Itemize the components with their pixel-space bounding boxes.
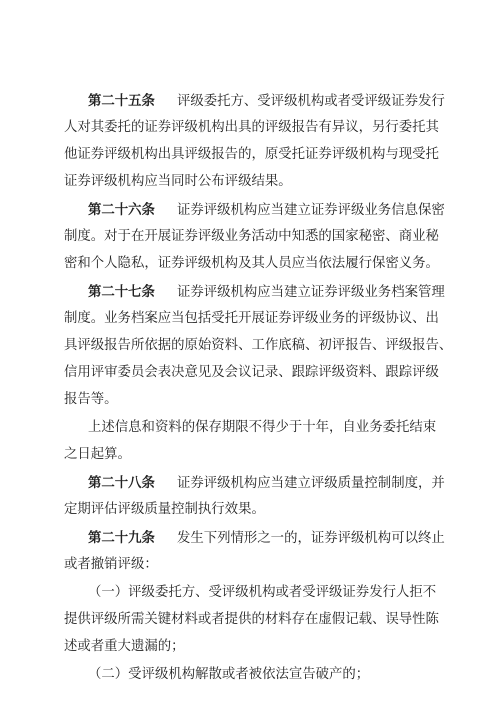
list-item-1-line-3: 述或者重大遗漏的；	[64, 639, 185, 654]
article-26-heading: 第二十六条	[88, 202, 155, 218]
article-25-line-1	[88, 93, 445, 109]
article-29-heading: 第二十九条	[88, 530, 155, 546]
article-29-line-1	[88, 530, 445, 546]
article-29-line-2: 或者撤销评级：	[64, 557, 158, 572]
retention-line-2: 之日起算。	[64, 447, 131, 462]
article-27-line-1	[88, 284, 445, 300]
list-item-1-line-1: （一）评级委托方、受评级机构或者受评级证券发行人拒不	[88, 585, 437, 600]
retention-line-1: 上述信息和资料的保存期限不得少于十年，自业务委托结束	[88, 420, 437, 435]
article-28-text: 证券评级机构应当建立评级质量控制制度，并	[176, 476, 445, 491]
article-25-line-2: 人对其委托的证券评级机构出具的评级报告有异议，另行委托其	[64, 120, 439, 135]
article-25-text: 评级委托方、受评级机构或者受评级证券发行	[176, 94, 445, 109]
article-25-heading: 第二十五条	[88, 93, 155, 109]
article-27-line-4: 信用评审委员会表决意见及会议记录、跟踪评级资料、跟踪评级	[64, 365, 439, 380]
article-27-line-5: 报告等。	[64, 392, 118, 407]
article-27-heading: 第二十七条	[88, 284, 155, 300]
article-29-text: 发生下列情形之一的，证券评级机构可以终止	[176, 531, 445, 546]
article-27-line-2: 制度。业务档案应当包括受托开展证券评级业务的评级协议、出	[64, 311, 439, 326]
article-28-heading: 第二十八条	[88, 475, 155, 491]
article-27-text: 证券评级机构应当建立证券评级业务档案管理	[176, 285, 445, 300]
article-27-line-3: 具评级报告所依据的原始资料、工作底稿、初评报告、评级报告、	[64, 338, 453, 353]
article-25-line-4: 证券评级机构应当同时公布评级结果。	[64, 174, 292, 189]
article-25-line-3: 他证券评级机构出具评级报告的，原受托证券评级机构与现受托	[64, 147, 439, 162]
article-26-text: 证券评级机构应当建立证券评级业务信息保密	[176, 203, 445, 218]
article-28-line-2: 定期评估评级质量控制执行效果。	[64, 502, 265, 517]
article-26-line-3: 密和个人隐私，证券评级机构及其人员应当依法履行保密义务。	[64, 256, 439, 271]
article-26-line-1	[88, 202, 445, 218]
article-28-line-1	[88, 475, 445, 491]
list-item-2-line-1: （二）受评级机构解散或者被依法宣告破产的；	[88, 667, 370, 682]
list-item-1-line-2: 提供评级所需关键材料或者提供的材料存在虚假记载、误导性陈	[64, 612, 439, 627]
article-26-line-2: 制度。对于在开展证券评级业务活动中知悉的国家秘密、商业秘	[64, 229, 439, 244]
